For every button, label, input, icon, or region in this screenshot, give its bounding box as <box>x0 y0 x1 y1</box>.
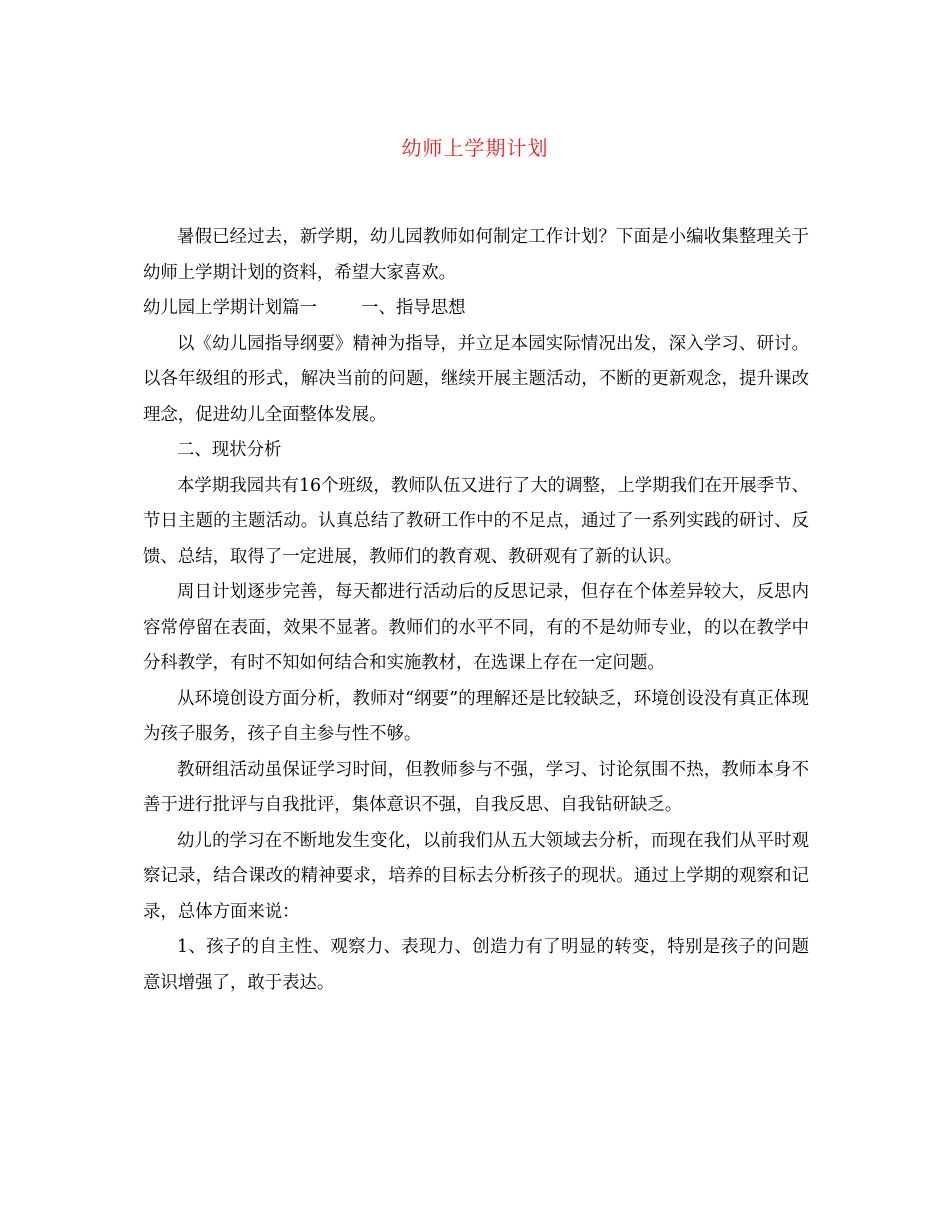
status-heading: 二、现状分析 <box>177 440 282 460</box>
status-paragraph-2: 周日计划逐步完善，每天都进行活动后的反思记录，但存在个体差异较大，反思内容常停留在表面，效果不显著。教师们的水平不同，有的不是幼师专业，的以在教学中分科教学，有时不知如何结合和实施教材，在选课上存在一定问题。 <box>143 582 809 673</box>
document-title: 幼师上学期计划 <box>401 136 549 160</box>
section-heading: 幼儿园上学期计划篇一 一、指导思想 <box>143 298 466 318</box>
point-paragraph-1: 1、孩子的自主性、观察力、表现力、创造力有了明显的转变，特别是孩子的问题意识增强了，敢于表达。 <box>143 937 809 993</box>
status-paragraph-3: 从环境创设方面分析，教师对“纲要”的理解还是比较缺乏，环境创设没有真正体现为孩子服务，孩子自主参与性不够。 <box>143 688 809 744</box>
status-paragraph-5: 幼儿的学习在不断地发生变化，以前我们从五大领域去分析，而现在我们从平时观察记录，结合课改的精神要求，培养的目标去分析孩子的现状。通过上学期的观察和记录，总体方面来说： <box>143 830 809 922</box>
intro-paragraph: 暑假已经过去，新学期，幼儿园教师如何制定工作计划？下面是小编收集整理关于幼师上学期计划的资料，希望大家喜欢。 <box>143 227 809 283</box>
document-body <box>143 220 809 1001</box>
status-paragraph-4: 教研组活动虽保证学习时间，但教师参与不强，学习、讨论氛围不热，教师本身不善于进行批评与自我批评，集体意识不强，自我反思、自我钻研缺乏。 <box>143 759 809 815</box>
guiding-thought-paragraph: 以《幼儿园指导纲要》精神为指导，并立足本园实际情况出发，深入学习、研讨。以各年级组的形式，解决当前的问题，继续开展主题活动，不断的更新观念，提升课改理念，促进幼儿全面整体发展。 <box>143 333 809 425</box>
status-paragraph-1: 本学期我园共有16个班级，教师队伍又进行了大的调整，上学期我们在开展季节、节日主题的主题活动。认真总结了教研工作中的不足点，通过了一系列实践的研讨、反馈、总结，取得了一定进展，教师们的教育观、教研观有了新的认识。 <box>143 475 809 567</box>
